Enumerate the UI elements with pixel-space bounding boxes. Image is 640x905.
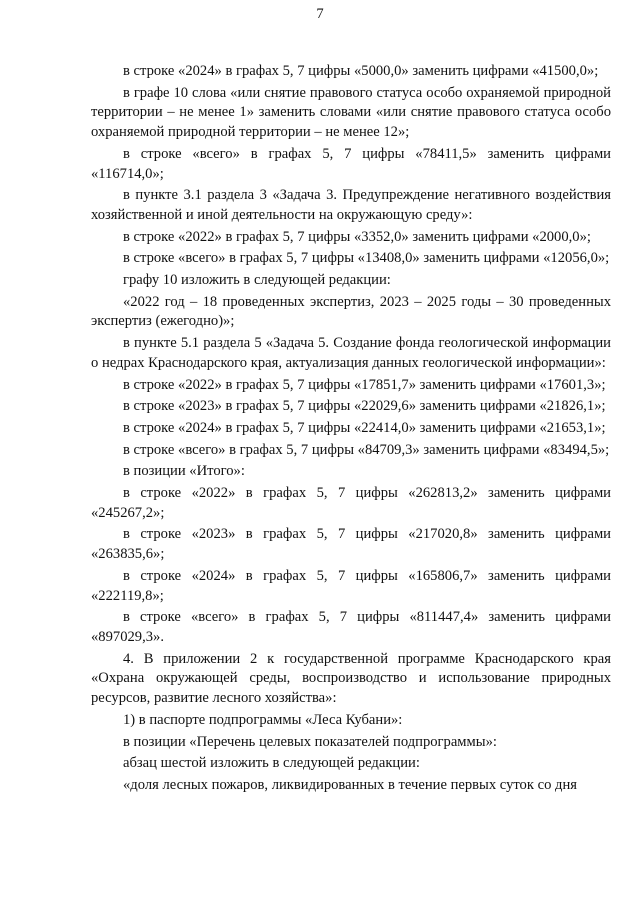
paragraph: в пункте 5.1 раздела 5 «Задача 5. Создание фонда геологической информации о недрах Краснодарского края, актуализация данных геологической информации»: xyxy=(91,335,611,371)
paragraph: в строке «2024» в графах 5, 7 цифры «5000,0» заменить цифрами «41500,0»; xyxy=(123,63,599,79)
paragraph: в графе 10 слова «или снятие правового статуса особо охраняемой природной территории – не менее 1» заменить словами «или снятие правового статуса особо охраняемой природной территории – не менее 12»; xyxy=(91,84,611,141)
paragraph: в строке «2022» в графах 5, 7 цифры «17851,7» заменить цифрами «17601,3»; xyxy=(123,376,606,393)
paragraph: в строке «всего» в графах 5, 7 цифры «78411,5» заменить цифрами «116714,0»; xyxy=(91,145,611,182)
document-body xyxy=(91,62,611,796)
paragraph: в строке «всего» в графах 5, 7 цифры «84709,3» заменить цифрами «83494,5»; xyxy=(123,441,610,458)
paragraph: в строке «всего» в графах 5, 7 цифры «811447,4» заменить цифрами «897029,3». xyxy=(91,609,611,645)
paragraph: в строке «всего» в графах 5, 7 цифры «13408,0» заменить цифрами «12056,0»; xyxy=(123,250,610,267)
paragraph: 4. В приложении 2 к государственной программе Краснодарского края «Охрана окружающей среды, воспроизводство и использование природных ресурсов, развитие лесного хозяйства»: xyxy=(91,650,611,707)
page-number: 7 xyxy=(316,6,324,22)
paragraph: в строке «2024» в графах 5, 7 цифры «165806,7» заменить цифрами «222119,8»; xyxy=(91,567,611,604)
paragraph: в строке «2023» в графах 5, 7 цифры «22029,6» заменить цифрами «21826,1»; xyxy=(123,398,606,415)
paragraph: в позиции «Итого»: xyxy=(123,463,245,480)
paragraph: в строке «2024» в графах 5, 7 цифры «22414,0» заменить цифрами «21653,1»; xyxy=(123,419,606,436)
paragraph: в строке «2022» в графах 5, 7 цифры «3352,0» заменить цифрами «2000,0»; xyxy=(123,228,591,245)
paragraph: в позиции «Перечень целевых показателей подпрограммы»: xyxy=(123,733,497,750)
paragraph: в строке «2022» в графах 5, 7 цифры «262813,2» заменить цифрами «245267,2»; xyxy=(91,485,611,521)
paragraph: «2022 год – 18 проведенных экспертиз, 2023 – 2025 годы – 30 проведенных экспертиз (ежегодно)»; xyxy=(91,293,611,330)
paragraph: абзац шестой изложить в следующей редакции: xyxy=(123,755,420,772)
paragraph: в пункте 3.1 раздела 3 «Задача 3. Предупреждение негативного воздействия хозяйственной и иной деятельности на окружающую среду»: xyxy=(91,187,611,223)
paragraph: в строке «2023» в графах 5, 7 цифры «217020,8» заменить цифрами «263835,6»; xyxy=(91,526,611,563)
paragraph: графу 10 изложить в следующей редакции: xyxy=(123,272,391,289)
paragraph: «доля лесных пожаров, ликвидированных в течение первых суток со дня xyxy=(123,776,577,793)
paragraph: 1) в паспорте подпрограммы «Леса Кубани»: xyxy=(123,711,403,728)
